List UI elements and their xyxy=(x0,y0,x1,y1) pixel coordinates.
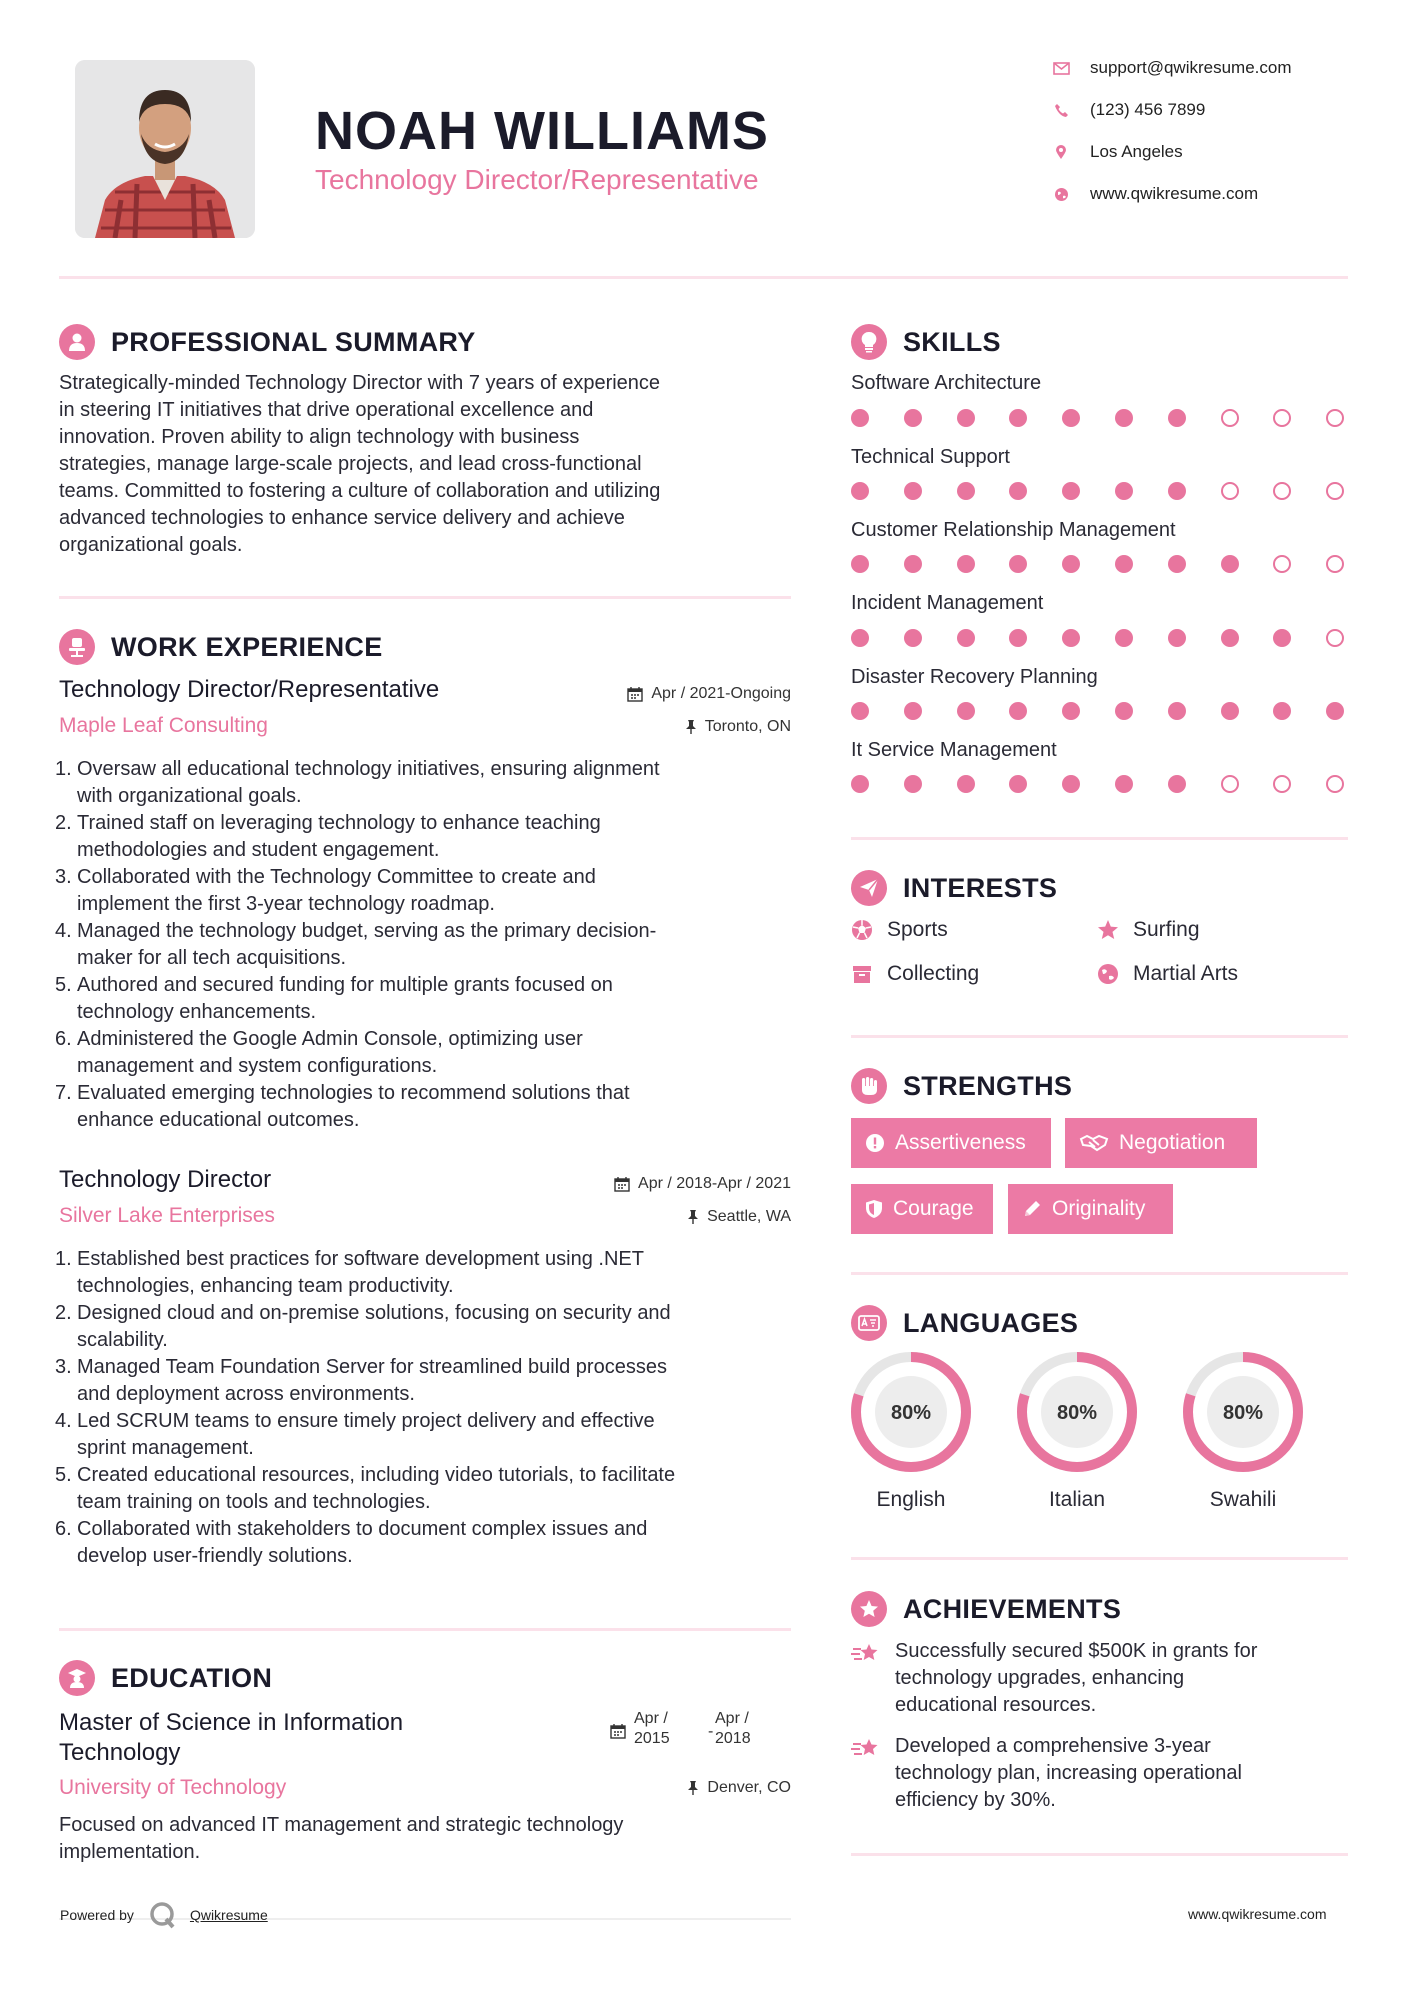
skill-dot-filled xyxy=(1062,482,1080,500)
achievement-line: Developed a comprehensive 3-year xyxy=(895,1735,1211,1757)
list-number: 6. xyxy=(55,1028,72,1050)
interest-label: Martial Arts xyxy=(1133,962,1239,985)
skill-dot-filled xyxy=(957,409,975,427)
language-name: Swahili xyxy=(1209,1488,1277,1511)
interest-item xyxy=(1097,918,1200,942)
footer-website[interactable]: www.qwikresume.com xyxy=(1188,1906,1327,1922)
list-line: Designed cloud and on-premise solutions, focusing on security and xyxy=(77,1302,671,1324)
skill-name: Incident Management xyxy=(851,592,1044,614)
language-card-icon xyxy=(851,1305,887,1341)
strength-label: Courage xyxy=(893,1197,974,1220)
list-item xyxy=(55,972,799,1026)
list-line: enhance educational outcomes. xyxy=(77,1109,360,1131)
list-line: sprint management. xyxy=(77,1437,254,1459)
skill-dot-filled xyxy=(851,629,869,647)
summary-text xyxy=(59,370,799,559)
skill-dot-filled xyxy=(1168,409,1186,427)
achievement-line: technology upgrades, enhancing xyxy=(895,1667,1185,1689)
user-icon xyxy=(59,324,95,360)
list-item xyxy=(55,810,799,864)
contact-phone-text: (123) 456 7899 xyxy=(1090,100,1206,119)
job-responsibilities xyxy=(55,1246,799,1570)
summary-line: Strategically-minded Technology Director with 7 years of experience xyxy=(59,372,661,394)
section-divider xyxy=(851,1035,1348,1038)
job-responsibilities xyxy=(55,756,799,1134)
skill-dot-filled xyxy=(1168,629,1186,647)
job-title: Technology Director/Representative xyxy=(59,676,440,703)
skills-heading xyxy=(851,324,1001,360)
degree-title xyxy=(59,1708,403,1768)
summary-line: advanced technologies to enhance service delivery and achieve xyxy=(59,507,625,529)
strength-label: Originality xyxy=(1052,1197,1146,1220)
list-item xyxy=(55,1300,799,1354)
languages-heading xyxy=(851,1305,1078,1341)
skill-dot-filled xyxy=(957,482,975,500)
experience-heading xyxy=(59,629,383,665)
candidate-name: NOAH WILLIAMS xyxy=(315,101,769,161)
shield-icon xyxy=(865,1199,883,1219)
skill-rating xyxy=(851,702,1351,722)
calendar-icon xyxy=(614,1176,630,1192)
list-line: and deployment across environments. xyxy=(77,1383,415,1405)
section-divider xyxy=(59,596,791,599)
skill-dot-filled xyxy=(1273,629,1291,647)
date-end-year: 2018 xyxy=(715,1730,751,1747)
education-heading-text: EDUCATION xyxy=(111,1662,273,1693)
list-line: Created educational resources, including video tutorials, to facilitate xyxy=(77,1464,676,1486)
skill-dot-filled xyxy=(1168,702,1186,720)
skill-dot-filled xyxy=(1009,629,1027,647)
skill-name: Technical Support xyxy=(851,446,1010,468)
list-item xyxy=(55,1516,799,1570)
strengths-heading-text: STRENGTHS xyxy=(903,1070,1073,1101)
shooting-star-icon xyxy=(851,1733,885,1814)
globe-icon xyxy=(1097,963,1119,985)
list-line: Authored and secured funding for multiple grants focused on xyxy=(77,974,613,996)
lightbulb-icon xyxy=(851,324,887,360)
skill-dot-filled xyxy=(1168,555,1186,573)
degree-line: Master of Science in Information xyxy=(59,1709,404,1736)
section-divider xyxy=(851,1853,1348,1856)
skill-dot-filled xyxy=(904,409,922,427)
education-heading xyxy=(59,1660,272,1696)
paper-plane-icon xyxy=(851,870,887,906)
language-name: English xyxy=(876,1488,946,1511)
contact-website-text: www.qwikresume.com xyxy=(1090,184,1259,203)
skill-dot-empty xyxy=(1273,409,1291,427)
list-item xyxy=(55,1246,799,1300)
job-date xyxy=(540,1175,791,1193)
skill-dot-empty xyxy=(1326,482,1344,500)
summary-line: in steering IT initiatives that drive operational excellence and xyxy=(59,399,594,421)
achievement-line: Successfully secured $500K in grants for xyxy=(895,1640,1258,1662)
skill-dot-filled xyxy=(1062,555,1080,573)
list-number: 1. xyxy=(55,758,72,780)
skill-dot-filled xyxy=(1062,702,1080,720)
skill-rating xyxy=(851,555,1351,575)
skill-rating xyxy=(851,482,1351,502)
list-number: 5. xyxy=(55,1464,72,1486)
education-location xyxy=(540,1779,791,1797)
fist-icon xyxy=(851,1068,887,1104)
school-name: University of Technology xyxy=(59,1776,287,1799)
list-line: methodologies and student engagement. xyxy=(77,839,440,861)
calendar-icon xyxy=(627,686,643,702)
strength-chip xyxy=(1065,1118,1257,1168)
interest-label: Collecting xyxy=(887,962,980,985)
summary-line: organizational goals. xyxy=(59,534,243,556)
language-name: Italian xyxy=(1048,1488,1106,1511)
star-icon xyxy=(1097,919,1119,941)
chair-icon xyxy=(59,629,95,665)
list-number: 2. xyxy=(55,812,72,834)
list-item xyxy=(55,756,799,810)
contact-location-text: Los Angeles xyxy=(1090,142,1183,161)
skill-dot-filled xyxy=(1009,775,1027,793)
phone-icon xyxy=(1052,101,1070,119)
pushpin-icon xyxy=(687,1209,699,1225)
summary-heading xyxy=(59,324,476,360)
list-number: 7. xyxy=(55,1082,72,1104)
list-line: with organizational goals. xyxy=(77,785,302,807)
skill-dot-filled xyxy=(1115,555,1133,573)
skill-dot-filled xyxy=(1221,702,1239,720)
achievement-line: educational resources. xyxy=(895,1694,1097,1716)
skill-dot-empty xyxy=(1326,629,1344,647)
interest-item xyxy=(851,962,979,986)
achievements-heading xyxy=(851,1591,1121,1627)
list-line: Led SCRUM teams to ensure timely project delivery and effective xyxy=(77,1410,655,1432)
qwikresume-logo-icon xyxy=(148,1900,178,1930)
achievement-line: technology plan, increasing operational xyxy=(895,1762,1242,1784)
candidate-title: Technology Director/Representative xyxy=(315,164,759,195)
language-percent: 80% xyxy=(1222,1402,1264,1424)
skill-dot-empty xyxy=(1326,409,1344,427)
skill-dot-filled xyxy=(1168,482,1186,500)
shooting-star-icon xyxy=(851,1638,885,1719)
skill-dot-empty xyxy=(1221,775,1239,793)
skill-name: Software Architecture xyxy=(851,372,1042,394)
list-number: 6. xyxy=(55,1518,72,1540)
skill-dot-filled xyxy=(851,409,869,427)
list-line: Evaluated emerging technologies to recommend solutions that xyxy=(77,1082,630,1104)
job-location-text: Seattle, WA xyxy=(707,1208,791,1225)
achievements-heading-text: ACHIEVEMENTS xyxy=(903,1593,1122,1624)
education-description-line: Focused on advanced IT management and strategic technology xyxy=(59,1814,624,1836)
education-location-text: Denver, CO xyxy=(707,1779,791,1796)
skill-dot-filled xyxy=(1326,702,1344,720)
skill-name: Customer Relationship Management xyxy=(851,519,1176,541)
skill-dot-filled xyxy=(957,629,975,647)
list-line: Managed the technology budget, serving as the primary decision- xyxy=(77,920,657,942)
skill-rating xyxy=(851,775,1351,795)
skill-dot-filled xyxy=(904,482,922,500)
list-item xyxy=(55,1408,799,1462)
skill-dot-filled xyxy=(904,702,922,720)
job-location xyxy=(540,718,791,736)
skill-dot-filled xyxy=(851,555,869,573)
job-date xyxy=(540,685,791,703)
date-start-month: Apr / xyxy=(634,1710,668,1727)
summary-heading-text: PROFESSIONAL SUMMARY xyxy=(111,326,476,357)
date-separator: - xyxy=(708,1723,714,1740)
strength-chip xyxy=(1008,1184,1173,1234)
list-line: Established best practices for software development using .NET xyxy=(77,1248,644,1270)
archive-box-icon xyxy=(851,963,873,985)
skill-dot-filled xyxy=(1115,775,1133,793)
qwikresume-link[interactable]: Qwikresume xyxy=(189,1907,268,1923)
strengths-heading xyxy=(851,1068,1072,1104)
strength-label: Assertiveness xyxy=(895,1131,1026,1154)
summary-line: teams. Committed to fostering a culture of collaboration and utilizing xyxy=(59,480,661,502)
skill-dot-filled xyxy=(957,775,975,793)
list-item xyxy=(55,1026,799,1080)
company-name: Silver Lake Enterprises xyxy=(59,1204,275,1227)
interests-heading-text: INTERESTS xyxy=(903,872,1058,903)
job-location xyxy=(540,1208,791,1226)
languages-heading-text: LANGUAGES xyxy=(903,1307,1079,1338)
list-line: Trained staff on leveraging technology to enhance teaching xyxy=(77,812,601,834)
profile-photo xyxy=(75,60,255,238)
education-description xyxy=(59,1812,799,1866)
achievement-line: efficiency by 30%. xyxy=(895,1789,1056,1811)
language-percent: 80% xyxy=(890,1402,932,1424)
list-line: maker for all tech acquisitions. xyxy=(77,947,347,969)
skill-dot-filled xyxy=(1115,629,1133,647)
list-line: technologies, enhancing team productivity. xyxy=(77,1275,454,1297)
list-line: technology enhancements. xyxy=(77,1001,317,1023)
strength-label: Negotiation xyxy=(1119,1131,1226,1154)
interest-item xyxy=(851,918,948,942)
job-date-text: Apr / 2018-Apr / 2021 xyxy=(638,1175,791,1192)
exclamation-circle-icon xyxy=(865,1133,885,1153)
soccer-ball-icon xyxy=(851,919,873,941)
skill-dot-filled xyxy=(1115,482,1133,500)
skill-dot-filled xyxy=(1273,702,1291,720)
envelope-icon xyxy=(1052,59,1070,77)
skill-dot-filled xyxy=(1115,702,1133,720)
section-divider xyxy=(851,837,1348,840)
list-line: Collaborated with the Technology Committee to create and xyxy=(77,866,596,888)
skill-dot-empty xyxy=(1221,409,1239,427)
interests-heading xyxy=(851,870,1057,906)
skill-dot-empty xyxy=(1273,482,1291,500)
skills-heading-text: SKILLS xyxy=(903,326,1001,357)
language-ring xyxy=(1015,1350,1139,1474)
contact-website[interactable] xyxy=(1052,184,1352,204)
skill-dot-empty xyxy=(1326,555,1344,573)
job-location-text: Toronto, ON xyxy=(704,718,791,735)
interest-item xyxy=(1097,962,1238,986)
achievement-item xyxy=(851,1638,1351,1719)
list-item xyxy=(55,1462,799,1516)
degree-line: Technology xyxy=(59,1739,181,1766)
list-line: implement the first 3-year technology roadmap. xyxy=(77,893,495,915)
pushpin-icon xyxy=(687,1780,699,1796)
skill-dot-filled xyxy=(1009,482,1027,500)
list-number: 1. xyxy=(55,1248,72,1270)
section-divider xyxy=(59,1628,791,1631)
section-divider xyxy=(851,1272,1348,1275)
language-ring xyxy=(849,1350,973,1474)
skill-dot-filled xyxy=(957,702,975,720)
language-percent: 80% xyxy=(1056,1402,1098,1424)
date-start-year: 2015 xyxy=(634,1730,670,1747)
job-date-text: Apr / 2021-Ongoing xyxy=(651,685,791,702)
skill-dot-empty xyxy=(1221,482,1239,500)
education-description-line: implementation. xyxy=(59,1841,201,1863)
list-line: Managed Team Foundation Server for streamlined build processes xyxy=(77,1356,667,1378)
list-line: Administered the Google Admin Console, optimizing user xyxy=(77,1028,583,1050)
date-end-month: Apr / xyxy=(715,1710,749,1727)
pushpin-icon xyxy=(685,719,697,735)
contact-phone[interactable] xyxy=(1052,100,1352,120)
company-name: Maple Leaf Consulting xyxy=(59,714,268,737)
skill-rating xyxy=(851,629,1351,649)
skill-dot-filled xyxy=(1168,775,1186,793)
experience-heading-text: WORK EXPERIENCE xyxy=(111,631,383,662)
skill-dot-filled xyxy=(904,775,922,793)
skill-dot-filled xyxy=(1062,629,1080,647)
skill-dot-filled xyxy=(851,775,869,793)
powered-by-label: Powered by xyxy=(60,1907,134,1923)
education-date xyxy=(608,1710,798,1754)
list-number: 3. xyxy=(55,866,72,888)
summary-line: strategies, manage large-scale projects, and lead cross-functional xyxy=(59,453,642,475)
strength-chip xyxy=(851,1184,993,1234)
list-item xyxy=(55,918,799,972)
skill-dot-filled xyxy=(1115,409,1133,427)
job-title: Technology Director xyxy=(59,1166,272,1193)
skill-dot-empty xyxy=(1273,555,1291,573)
skill-dot-empty xyxy=(1326,775,1344,793)
skill-dot-filled xyxy=(1221,629,1239,647)
skill-dot-filled xyxy=(957,555,975,573)
calendar-icon xyxy=(610,1723,626,1739)
skill-name: Disaster Recovery Planning xyxy=(851,666,1098,688)
interest-label: Surfing xyxy=(1133,918,1200,941)
list-number: 4. xyxy=(55,1410,72,1432)
skill-dot-filled xyxy=(851,702,869,720)
language-ring xyxy=(1181,1350,1305,1474)
pencil-icon xyxy=(1022,1199,1042,1219)
list-line: Oversaw all educational technology initiatives, ensuring alignment xyxy=(77,758,660,780)
strength-chip xyxy=(851,1118,1051,1168)
skill-dot-filled xyxy=(851,482,869,500)
skill-dot-filled xyxy=(1062,775,1080,793)
achievement-item xyxy=(851,1733,1351,1814)
skill-dot-filled xyxy=(1009,555,1027,573)
list-item xyxy=(55,1080,799,1134)
skill-dot-filled xyxy=(1009,702,1027,720)
skill-dot-filled xyxy=(1221,555,1239,573)
skill-rating xyxy=(851,409,1351,429)
skill-name: It Service Management xyxy=(851,739,1057,761)
section-divider xyxy=(851,1557,1348,1560)
list-number: 3. xyxy=(55,1356,72,1378)
skill-dot-filled xyxy=(1009,409,1027,427)
list-line: scalability. xyxy=(77,1329,168,1351)
skill-dot-filled xyxy=(904,629,922,647)
list-line: develop user-friendly solutions. xyxy=(77,1545,353,1567)
skill-dot-filled xyxy=(1062,409,1080,427)
contact-email-text: support@qwikresume.com xyxy=(1090,58,1292,77)
list-item xyxy=(55,1354,799,1408)
skill-dot-filled xyxy=(904,555,922,573)
list-line: Collaborated with stakeholders to document complex issues and xyxy=(77,1518,648,1540)
contact-location xyxy=(1052,142,1352,162)
globe-icon xyxy=(1052,185,1070,203)
skill-dot-empty xyxy=(1273,775,1291,793)
map-pin-icon xyxy=(1052,143,1070,161)
star-badge-icon xyxy=(851,1591,887,1627)
handshake-icon xyxy=(1079,1133,1109,1153)
list-line: management and system configurations. xyxy=(77,1055,438,1077)
list-number: 5. xyxy=(55,974,72,996)
list-number: 2. xyxy=(55,1302,72,1324)
footer-powered-by xyxy=(60,1900,268,1930)
contact-email[interactable] xyxy=(1052,58,1352,78)
interest-label: Sports xyxy=(887,918,948,941)
graduate-icon xyxy=(59,1660,95,1696)
list-item xyxy=(55,864,799,918)
summary-line: innovation. Proven ability to align technology with business xyxy=(59,426,580,448)
list-number: 4. xyxy=(55,920,72,942)
list-line: team training on tools and technologies. xyxy=(77,1491,431,1513)
header-divider xyxy=(59,276,1348,279)
